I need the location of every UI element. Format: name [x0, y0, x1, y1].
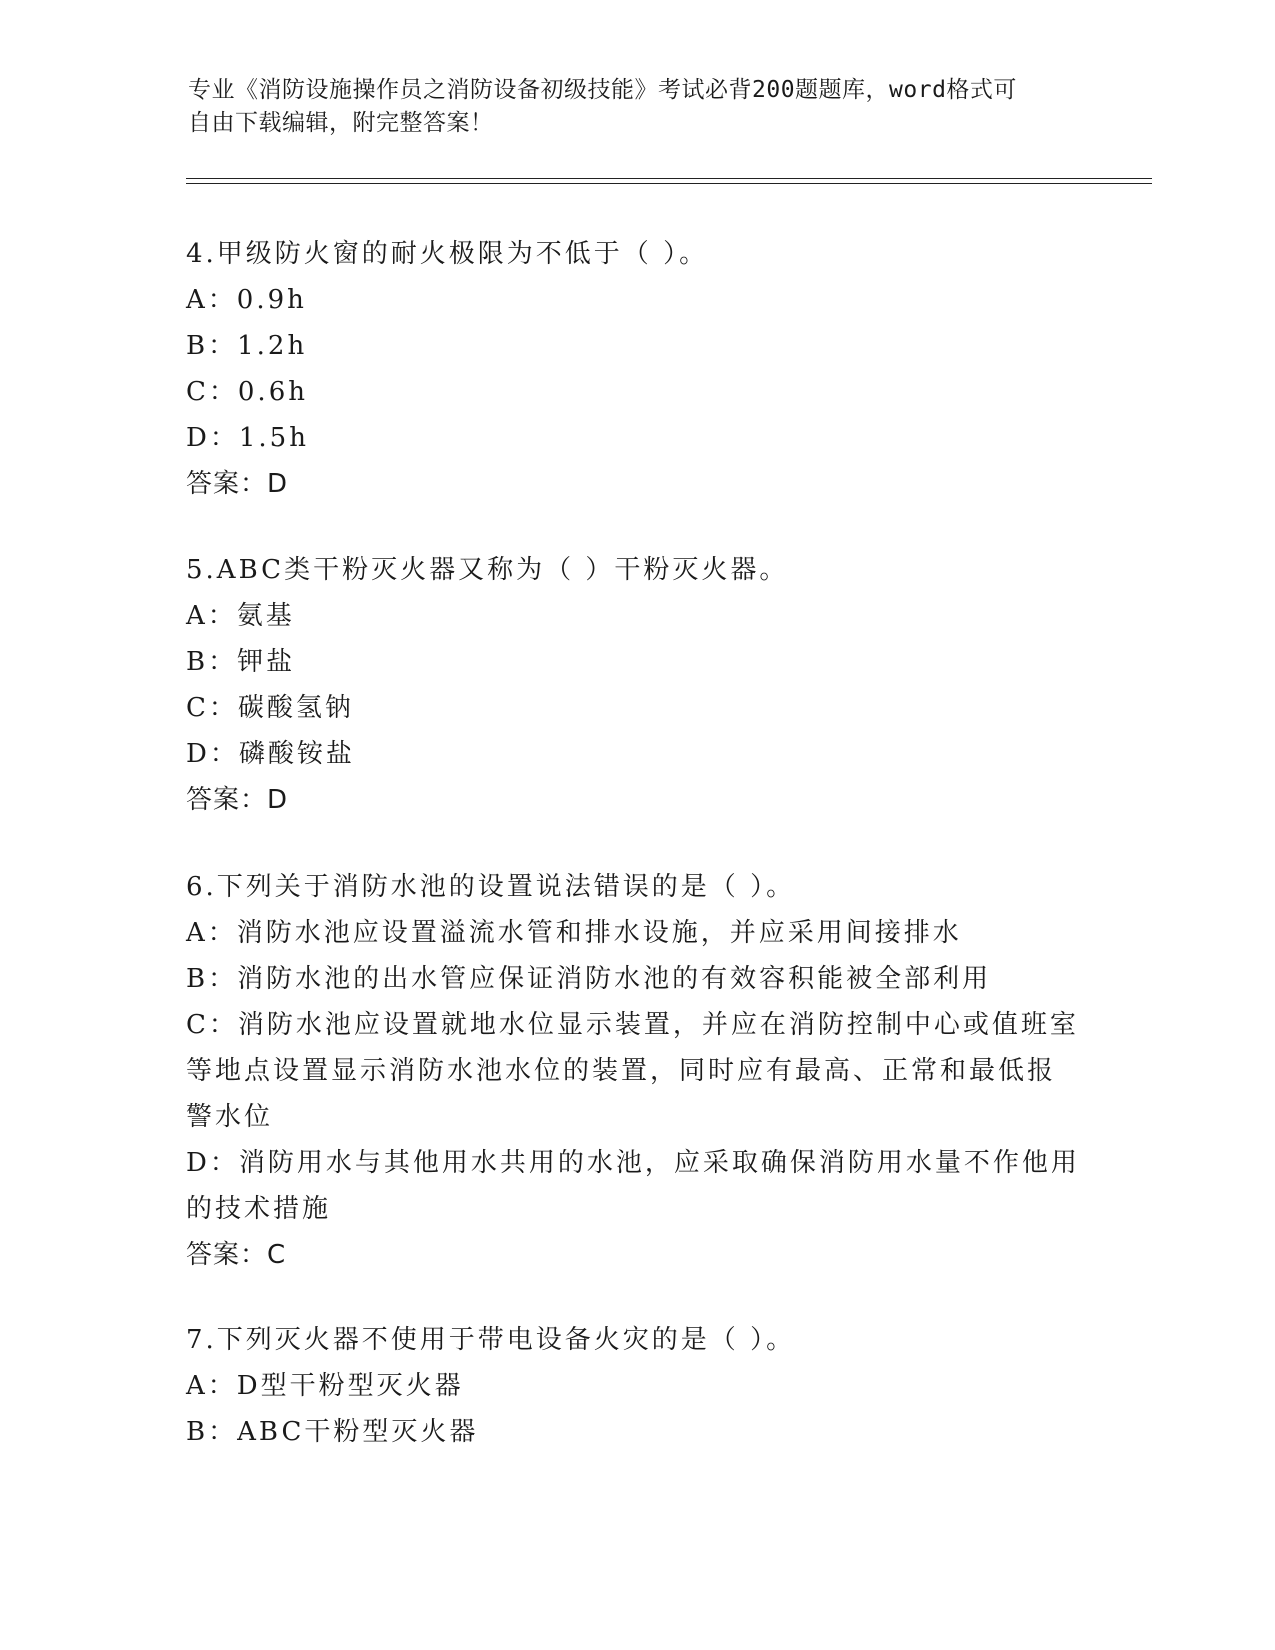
option-c: C：碳酸氢钠: [186, 693, 354, 723]
header-rule-bottom: [186, 183, 1152, 184]
header-rule-top: [186, 178, 1152, 179]
option-d-line-2: 的技术措施: [186, 1194, 332, 1224]
question-stem: 5.ABC类干粉灭火器又称为（ ）干粉灭火器。: [186, 555, 789, 585]
option-b: B：钾盐: [186, 647, 296, 677]
answer: 答案：D: [186, 785, 289, 815]
option-a: A：消防水池应设置溢流水管和排水设施，并应采用间接排水: [186, 918, 962, 948]
question-stem: 6.下列关于消防水池的设置说法错误的是（ ）。: [186, 872, 796, 902]
header-line-2: 自由下载编辑，附完整答案！: [188, 110, 494, 136]
answer: 答案：C: [186, 1240, 287, 1270]
option-a: A：氨基: [186, 601, 295, 631]
question-5: [186, 547, 1086, 823]
option-d: D：磷酸铵盐: [186, 739, 355, 769]
option-a: A：0.9h: [186, 285, 307, 315]
option-b: B：1.2h: [186, 331, 308, 361]
option-a: A：D型干粉型灭火器: [186, 1371, 464, 1401]
question-stem: 7.下列灭火器不使用于带电设备火灾的是（ ）。: [186, 1325, 796, 1355]
option-b: B：消防水池的出水管应保证消防水池的有效容积能被全部利用: [186, 964, 992, 994]
answer: 答案：D: [186, 469, 289, 499]
option-d: D：1.5h: [186, 423, 309, 453]
option-d-line-1: D：消防用水与其他用水共用的水池，应采取确保消防用水量不作他用: [186, 1148, 1080, 1178]
option-c-line-3: 警水位: [186, 1102, 274, 1132]
option-c-line-2: 等地点设置显示消防水池水位的装置，同时应有最高、正常和最低报: [186, 1056, 1057, 1086]
option-c-line-1: C：消防水池应设置就地水位显示装置，并应在消防控制中心或值班室: [186, 1010, 1079, 1040]
header-line-1: 专业《消防设施操作员之消防设备初级技能》考试必背200题题库，word格式可: [188, 77, 1017, 103]
question-stem: 4.甲级防火窗的耐火极限为不低于（ ）。: [186, 239, 709, 269]
question-7: [186, 1317, 1086, 1455]
option-b: B：ABC干粉型灭火器: [186, 1417, 479, 1447]
option-c: C：0.6h: [186, 377, 308, 407]
question-4: [186, 231, 1086, 507]
question-6: [186, 864, 1086, 1278]
document-header: [188, 74, 1068, 140]
